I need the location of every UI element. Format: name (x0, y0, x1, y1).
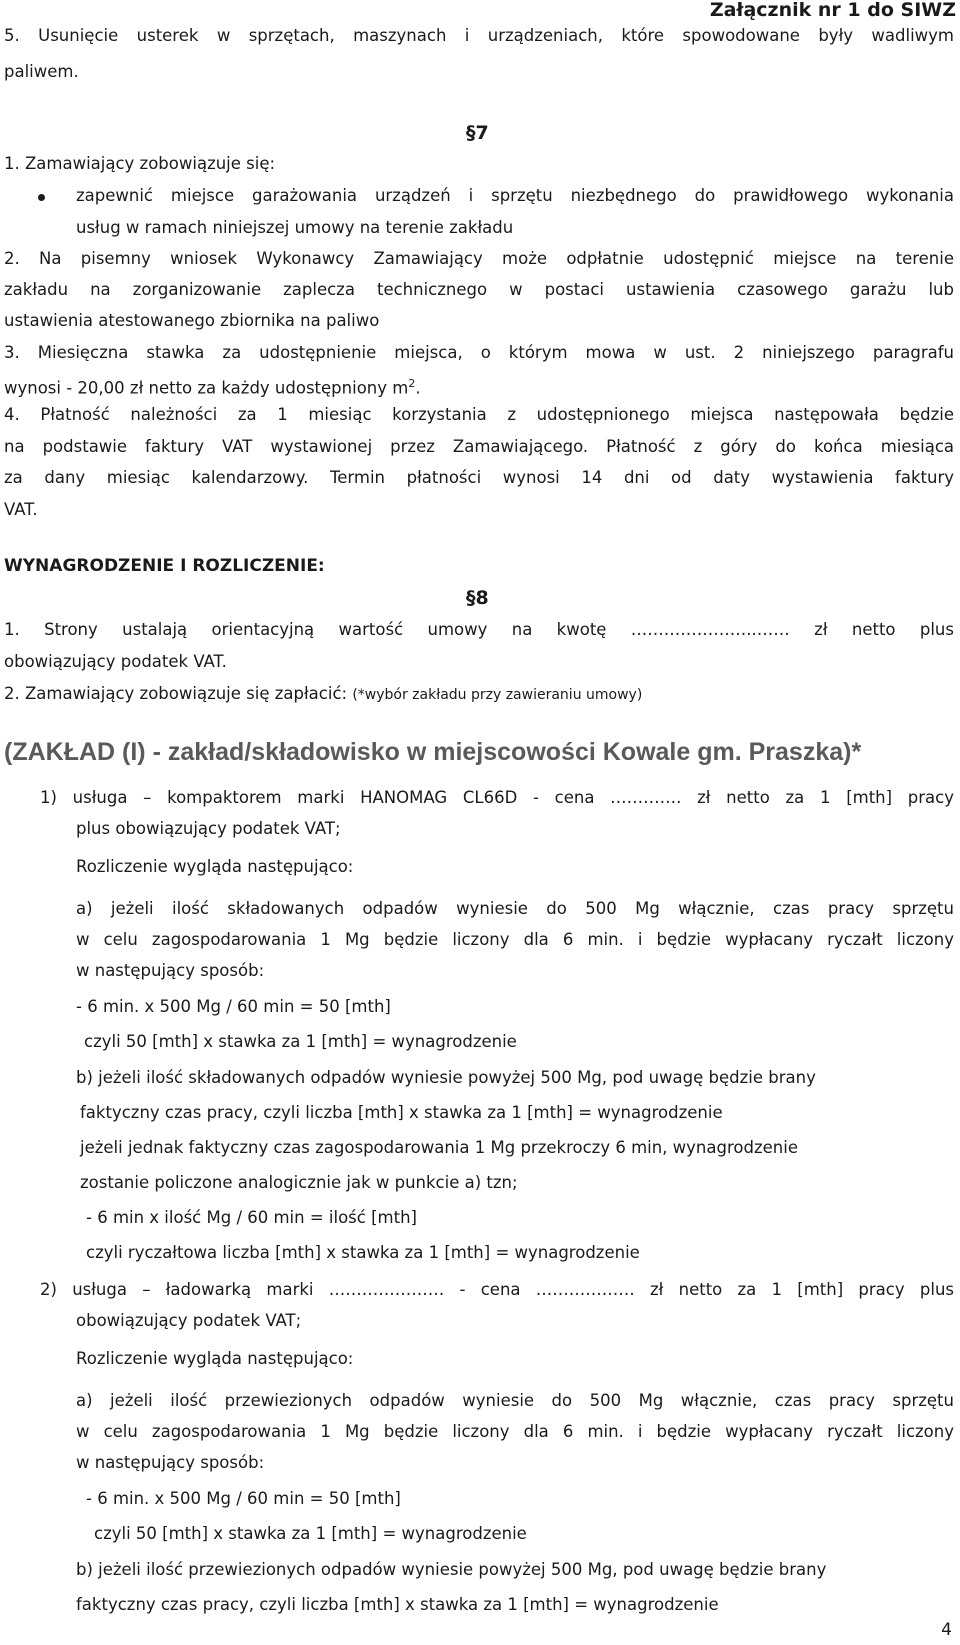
formula-line: czyli 50 [mth] x stawka za 1 [mth] = wynagrodzenie (94, 1524, 527, 1543)
bullet-icon (38, 194, 45, 201)
service-line: plus obowiązujący podatek VAT; (76, 819, 341, 838)
service-line: w następujący sposób: (76, 1453, 265, 1472)
list-item-text: . (415, 378, 421, 398)
service-line: a) jeżeli ilość przewiezionych odpadów wyniesie do 500 Mg włącznie, czas pracy sprzętu (76, 1391, 954, 1410)
service-line: w celu zagospodarowania 1 Mg będzie liczony dla 6 min. i będzie wypłacany ryczałt liczony (76, 930, 954, 949)
formula-line: czyli 50 [mth] x stawka za 1 [mth] = wynagrodzenie (84, 1032, 517, 1051)
list-item-text: 2. Zamawiający zobowiązuje się zapłacić: (4, 684, 348, 703)
list-item: za dany miesiąc kalendarzowy. Termin płatności wynosi 14 dni od daty wystawienia faktury (4, 468, 954, 487)
list-item: 1. Strony ustalają orientacyjną wartość umowy na kwotę …………………..…… zł netto plus (4, 620, 954, 639)
list-item: ustawienia atestowanego zbiornika na paliwo (4, 311, 380, 330)
superscript: 2 (408, 377, 416, 390)
paragraph-line: 5. Usunięcie usterek w sprzętach, maszynach i urządzeniach, które spowodowane były wadliwym (4, 26, 954, 45)
note: (*wybór zakładu przy zawieraniu umowy) (352, 687, 643, 703)
service-line: Rozliczenie wygląda następująco: (76, 1349, 354, 1368)
service-line: w celu zagospodarowania 1 Mg będzie liczony dla 6 min. i będzie wypłacany ryczałt liczony (76, 1422, 954, 1441)
paragraph-line: paliwem. (4, 62, 79, 81)
service-line: b) jeżeli ilość przewiezionych odpadów wyniesie powyżej 500 Mg, pod uwagę będzie brany (76, 1560, 827, 1579)
service-line: w następujący sposób: (76, 961, 265, 980)
service-line: a) jeżeli ilość składowanych odpadów wyniesie do 500 Mg włącznie, czas pracy sprzętu (76, 899, 954, 918)
list-item: VAT. (4, 500, 38, 519)
zaklad-title: (ZAKŁAD (I) - zakład/składowisko w miejscowości Kowale gm. Praszka)* (4, 738, 862, 766)
list-item: obowiązujący podatek VAT. (4, 652, 227, 671)
service-line: faktyczny czas pracy, czyli liczba [mth] x stawka za 1 [mth] = wynagrodzenie (76, 1595, 719, 1614)
list-item: zakładu na zorganizowanie zaplecza technicznego w postaci ustawienia czasowego garażu lub (4, 280, 954, 299)
list-item: 4. Płatność należności za 1 miesiąc korzystania z udostępnionego miejsca następowała będzie (4, 405, 954, 424)
list-item (4, 684, 642, 705)
list-item: na podstawie faktury VAT wystawionej przez Zamawiającego. Płatność z góry do końca miesiąca (4, 437, 954, 456)
list-item-text: wynosi - 20,00 zł netto za każdy udostępniony m (4, 378, 409, 398)
list-item: zapewnić miejsce garażowania urządzeń i sprzętu niezbędnego do prawidłowego wykonania (76, 186, 954, 205)
list-item: 3. Miesięczna stawka za udostępnienie miejsca, o którym mowa w ust. 2 niniejszego paragrafu (4, 343, 954, 362)
formula-line: - 6 min. x 500 Mg / 60 min = 50 [mth] (86, 1489, 401, 1508)
list-item: 1. Zamawiający zobowiązuje się: (4, 154, 276, 173)
page-number: 4 (941, 1620, 952, 1640)
formula-line: - 6 min. x 500 Mg / 60 min = 50 [mth] (76, 997, 391, 1016)
service-line: 1) usługa – kompaktorem marki HANOMAG CL66D - cena …………. zł netto za 1 [mth] pracy (40, 788, 954, 807)
formula-line: czyli ryczałtowa liczba [mth] x stawka za 1 [mth] = wynagrodzenie (86, 1243, 640, 1262)
section-title: WYNAGRODZENIE I ROZLICZENIE: (4, 556, 325, 576)
service-line: Rozliczenie wygląda następująco: (76, 857, 354, 876)
list-item (4, 374, 421, 399)
service-line: faktyczny czas pracy, czyli liczba [mth] x stawka za 1 [mth] = wynagrodzenie (80, 1103, 723, 1122)
service-line: jeżeli jednak faktyczny czas zagospodarowania 1 Mg przekroczy 6 min, wynagrodzenie (80, 1138, 798, 1157)
document-header: Załącznik nr 1 do SIWZ (709, 0, 956, 21)
formula-line: - 6 min x ilość Mg / 60 min = ilość [mth] (86, 1208, 417, 1227)
service-line: b) jeżeli ilość składowanych odpadów wyniesie powyżej 500 Mg, pod uwagę będzie brany (76, 1068, 816, 1087)
list-item: usług w ramach niniejszej umowy na terenie zakładu (76, 218, 514, 237)
list-item: 2. Na pisemny wniosek Wykonawcy Zamawiający może odpłatnie udostępnić miejsce na terenie (4, 249, 954, 268)
service-line: 2) usługa – ładowarką marki ………………… - cena ……………… zł netto za 1 [mth] pracy plus (40, 1280, 954, 1299)
service-line: zostanie policzone analogicznie jak w punkcie a) tzn; (80, 1173, 518, 1192)
section-heading-7: §7 (466, 122, 489, 144)
section-heading-8: §8 (466, 587, 489, 609)
service-line: obowiązujący podatek VAT; (76, 1311, 302, 1330)
